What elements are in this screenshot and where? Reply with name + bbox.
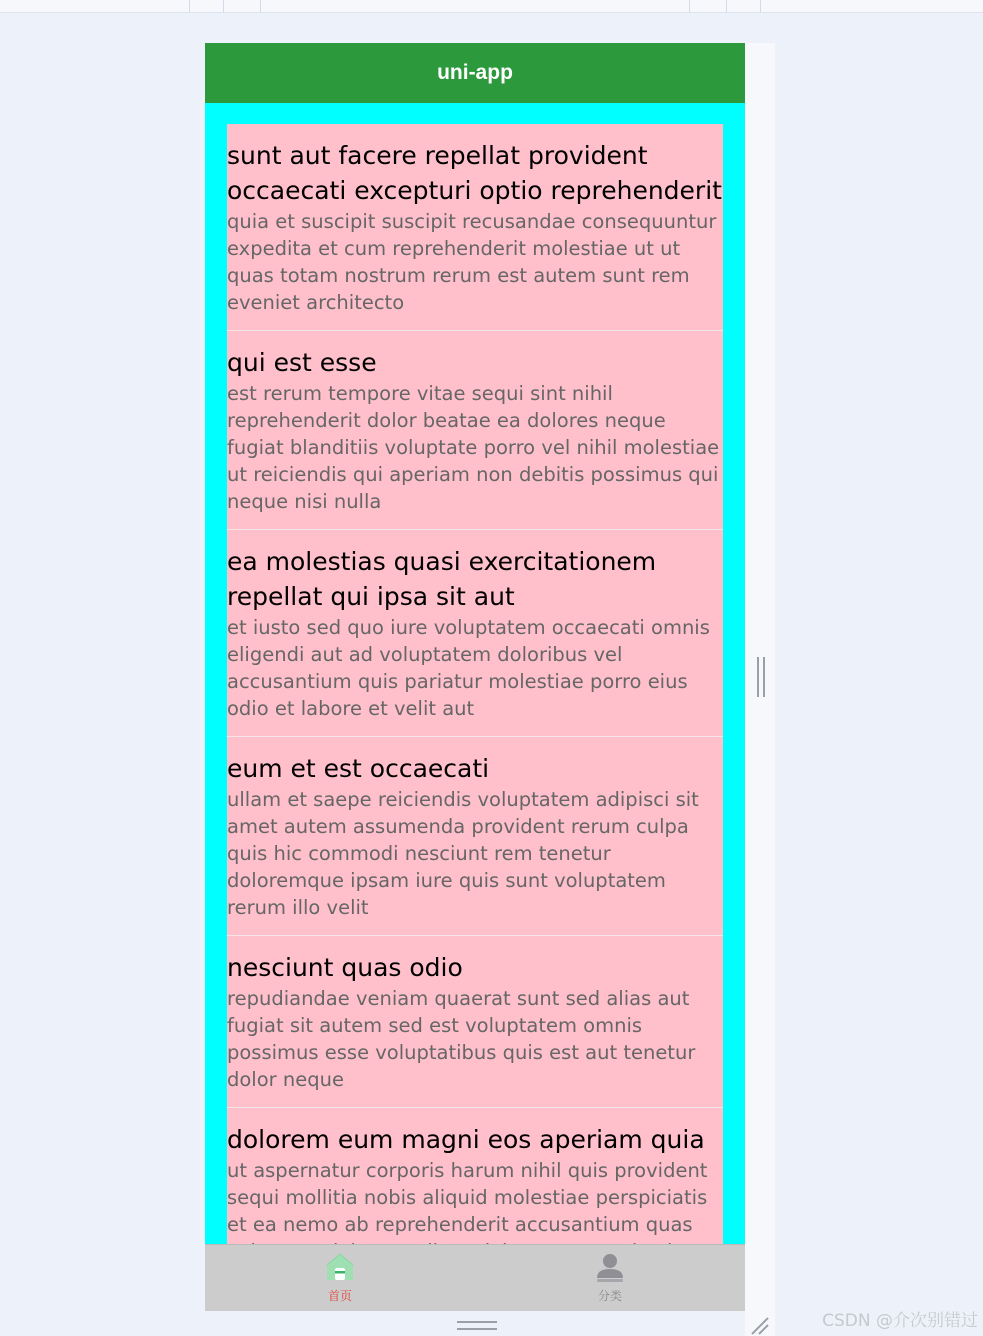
tab-category[interactable] (475, 1245, 745, 1311)
post-body: ut aspernatur corporis harum nihil quis provident sequi mollitia nobis aliquid molestiae perspiciatis et ea nemo ab reprehenderit accusantium quas (227, 1159, 708, 1236)
toolbar-separator (760, 0, 761, 12)
tab-home[interactable] (205, 1245, 475, 1311)
list-item[interactable] (227, 124, 723, 331)
post-title: sunt aut facere repellat provident occaecati excepturi optio reprehenderit (227, 141, 722, 205)
home-icon (324, 1251, 356, 1283)
post-body: est rerum tempore vitae sequi sint nihil reprehenderit dolor beatae ea dolores neque fugiat blanditiis voluptate porro vel nihil molestiae ut reiciendis qui aperiam non debitis possimus qui neque nisi nulla (227, 382, 720, 513)
user-icon (594, 1251, 626, 1283)
post-body: quia et suscipit suscipit recusandae consequuntur expedita et cum reprehenderit molestiae ut ut quas totam nostrum rerum est autem sunt rem eveniet architecto (227, 210, 717, 314)
list-item[interactable] (227, 331, 723, 530)
toolbar-separator (726, 0, 727, 12)
watermark: CSDN @介次别错过 (822, 1311, 978, 1331)
tab-category-label: 分类 (597, 1289, 622, 1303)
post-title: ea molestias quasi exercitationem repellat qui ipsa sit aut (227, 547, 657, 611)
top-toolbar-strip (0, 0, 983, 13)
list-item[interactable] (227, 936, 723, 1108)
navigation-bar (205, 43, 745, 103)
tab-home-label: 首页 (327, 1289, 352, 1303)
post-title: eum et est occaecati (227, 754, 490, 783)
toolbar-separator (189, 0, 190, 12)
toolbar-separator (260, 0, 261, 12)
resize-corner-icon[interactable] (750, 1316, 770, 1336)
resize-drag-handle[interactable] (757, 657, 765, 697)
post-title: nesciunt quas odio (227, 953, 463, 982)
post-title: dolorem eum magni eos aperiam quia (227, 1125, 705, 1154)
simulator-device (205, 43, 745, 1311)
post-body: ullam et saepe reiciendis voluptatem adipisci sit amet autem assumenda provident rerum culpa quis hic commodi nesciunt rem tenetur doloremque ipsam iure quis sunt voluptatem rerum illo velit (227, 788, 699, 919)
list-item[interactable] (227, 530, 723, 737)
post-list[interactable] (227, 124, 723, 1244)
tab-bar (205, 1244, 745, 1311)
navbar-title: uni-app (437, 61, 513, 84)
post-body: et iusto sed quo iure voluptatem occaecati omnis eligendi aut ad voluptatem doloribus vel accusantium quis pariatur molestiae porro eius odio et labore et velit aut (227, 616, 710, 720)
post-title: qui est esse (227, 348, 377, 377)
list-item[interactable] (227, 737, 723, 936)
post-body: repudiandae veniam quaerat sunt sed alias aut fugiat sit autem sed est voluptatem omnis possimus esse voluptatibus quis est aut tenetur dolor neque (227, 987, 696, 1091)
toolbar-separator (689, 0, 690, 12)
bottom-resize-grip[interactable] (457, 1321, 497, 1330)
toolbar-separator (223, 0, 224, 12)
